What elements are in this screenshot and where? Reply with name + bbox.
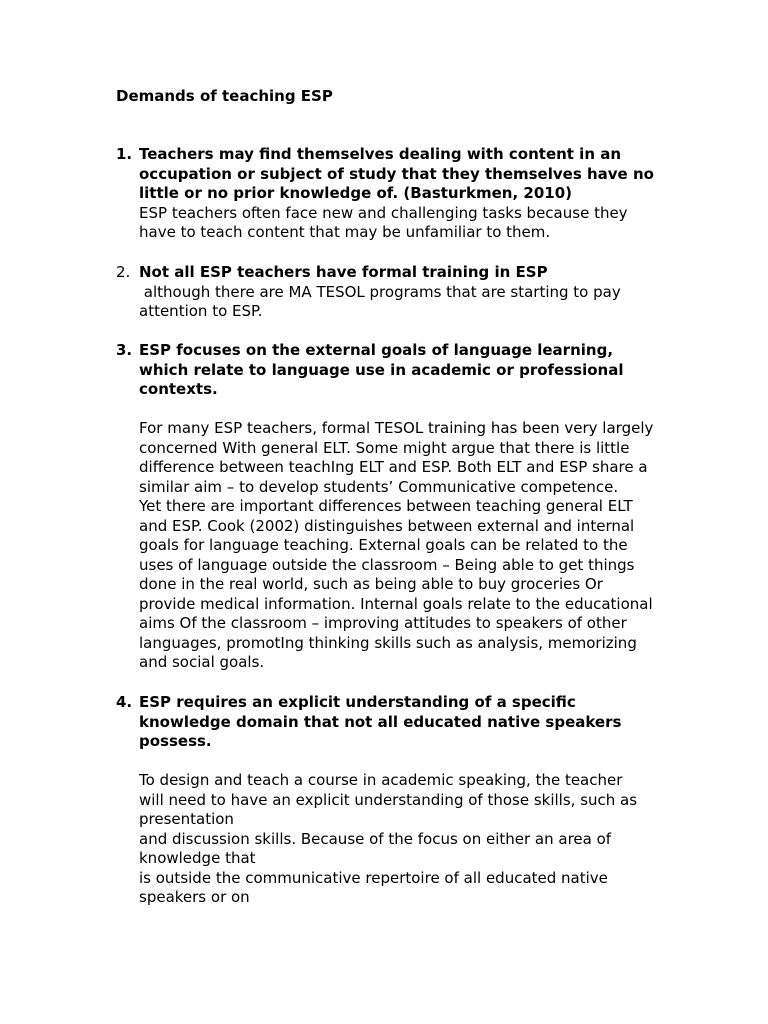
item-body-line: concerned With general ELT. Some might argue that there is little [139,438,630,457]
item-heading-line: possess. [139,732,212,750]
item-heading-line: ESP focuses on the external goals of language learning, [139,341,614,359]
item-heading-line: Teachers may find themselves dealing with content in an [139,145,622,163]
item-body-line: uses of language outside the classroom – Being able to get things [139,555,635,574]
list-item-content [139,341,679,673]
list-item-content [139,263,679,322]
item-body-line: Yet there are important differences between teaching general ELT [139,497,633,515]
item-heading-line: little or no prior knowledge of. (Basturkmen, 2010) [139,184,572,202]
item-body-line: and social goals. [139,653,265,671]
item-body-line: languages, promotIng thinking skills such as analysis, memorizing [139,633,637,652]
item-body-line: will need to have an explicit understanding of those skills, such as [139,790,638,809]
item-body-line: speakers or on [139,888,250,906]
paragraph-gap [139,752,679,772]
item-body-line: similar aim – to develop students’ Communicative competence. [139,477,619,496]
item-body-line: provide medical information. Internal goals relate to the educational [139,594,653,613]
item-body-line: although there are MA TESOL programs that are starting to pay [139,282,621,301]
item-body-line: goals for language teaching. External goals can be related to the [139,536,628,554]
item-body-line: done in the real world, such as being able to buy groceries Or [139,575,603,593]
list-number: 3. [116,341,133,359]
item-body-line: and ESP. Cook (2002) distinguishes between external and internal [139,516,635,535]
item-body-line: aims Of the classroom – improving attitudes to speakers of other [139,614,627,632]
item-body-line: have to teach content that may be unfamiliar to them. [139,223,551,241]
item-body-line: presentation [139,810,234,828]
list-number: 4. [116,693,133,711]
document-title: Demands of teaching ESP [116,87,333,105]
item-body-line: is outside the communicative repertoire of all educated native [139,868,608,887]
item-heading-line: ESP requires an explicit understanding of a specific [139,693,576,711]
paragraph-gap [139,400,679,420]
item-body-line: knowledge that [139,849,256,867]
item-heading-line: Not all ESP teachers have formal training in ESP [139,263,548,281]
item-body-line: For many ESP teachers, formal TESOL training has been very largely [139,419,654,437]
list-item-content [139,693,679,908]
list-number: 1. [116,145,133,163]
item-body-line: To design and teach a course in academic speaking, the teacher [139,771,623,789]
item-body-line: attention to ESP. [139,302,263,320]
item-heading-line: occupation or subject of study that they themselves have no [139,164,654,183]
list-number: 2. [116,263,131,281]
item-body-line: ESP teachers often face new and challenging tasks because they [139,203,628,222]
item-heading-line: contexts. [139,380,218,398]
item-body-line: difference between teachIng ELT and ESP. Both ELT and ESP share a [139,458,648,476]
item-heading-line: which relate to language use in academic or professional [139,360,624,379]
item-body-line: and discussion skills. Because of the focus on either an area of [139,829,612,848]
item-heading-line: knowledge domain that not all educated native speakers [139,712,622,731]
list-item-content [139,145,679,243]
